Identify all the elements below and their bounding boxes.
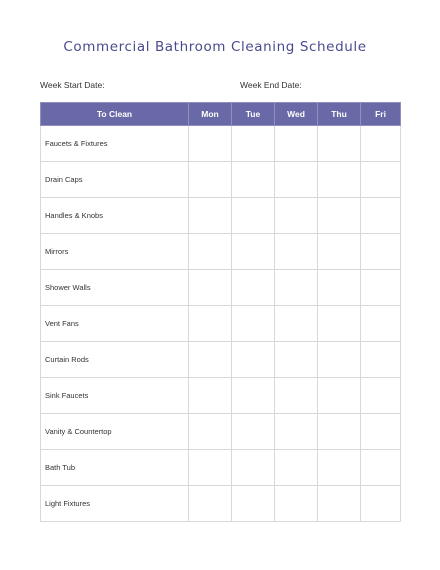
checkbox-cell-tue[interactable] [232, 234, 275, 270]
task-cell: Drain Caps [41, 162, 189, 198]
checkbox-cell-wed[interactable] [275, 378, 318, 414]
checkbox-cell-mon[interactable] [189, 270, 232, 306]
checkbox-cell-wed[interactable] [275, 450, 318, 486]
checkbox-cell-wed[interactable] [275, 162, 318, 198]
column-header-tue: Tue [232, 103, 275, 126]
checkbox-cell-mon[interactable] [189, 162, 232, 198]
table-row [41, 342, 401, 378]
checkbox-cell-wed[interactable] [275, 270, 318, 306]
checkbox-cell-thu[interactable] [318, 414, 361, 450]
task-cell: Faucets & Fixtures [41, 126, 189, 162]
checkbox-cell-wed[interactable] [275, 234, 318, 270]
checkbox-cell-thu[interactable] [318, 306, 361, 342]
table-row [41, 270, 401, 306]
checkbox-cell-thu[interactable] [318, 450, 361, 486]
table-row [41, 162, 401, 198]
checkbox-cell-fri[interactable] [361, 270, 401, 306]
checkbox-cell-mon[interactable] [189, 378, 232, 414]
task-cell: Mirrors [41, 234, 189, 270]
checkbox-cell-tue[interactable] [232, 414, 275, 450]
checkbox-cell-mon[interactable] [189, 198, 232, 234]
checkbox-cell-thu[interactable] [318, 162, 361, 198]
table-row [41, 234, 401, 270]
checkbox-cell-fri[interactable] [361, 342, 401, 378]
table-row [41, 306, 401, 342]
checkbox-cell-fri[interactable] [361, 234, 401, 270]
table-row [41, 378, 401, 414]
column-header-mon: Mon [189, 103, 232, 126]
checkbox-cell-tue[interactable] [232, 270, 275, 306]
checkbox-cell-fri[interactable] [361, 126, 401, 162]
checkbox-cell-fri[interactable] [361, 306, 401, 342]
checkbox-cell-fri[interactable] [361, 486, 401, 522]
checkbox-cell-mon[interactable] [189, 486, 232, 522]
task-cell: Handles & Knobs [41, 198, 189, 234]
checkbox-cell-mon[interactable] [189, 342, 232, 378]
checkbox-cell-thu[interactable] [318, 342, 361, 378]
task-cell: Bath Tub [41, 450, 189, 486]
checkbox-cell-thu[interactable] [318, 486, 361, 522]
checkbox-cell-thu[interactable] [318, 198, 361, 234]
table-row [41, 126, 401, 162]
table-header-row [41, 103, 401, 126]
checkbox-cell-tue[interactable] [232, 450, 275, 486]
checkbox-cell-tue[interactable] [232, 198, 275, 234]
checkbox-cell-tue[interactable] [232, 126, 275, 162]
checkbox-cell-wed[interactable] [275, 342, 318, 378]
checkbox-cell-tue[interactable] [232, 306, 275, 342]
checkbox-cell-thu[interactable] [318, 270, 361, 306]
checkbox-cell-mon[interactable] [189, 126, 232, 162]
checkbox-cell-wed[interactable] [275, 198, 318, 234]
checkbox-cell-thu[interactable] [318, 378, 361, 414]
checkbox-cell-thu[interactable] [318, 126, 361, 162]
checkbox-cell-fri[interactable] [361, 378, 401, 414]
checkbox-cell-wed[interactable] [275, 486, 318, 522]
task-cell: Vent Fans [41, 306, 189, 342]
table-row [41, 486, 401, 522]
task-cell: Light Fixtures [41, 486, 189, 522]
checkbox-cell-mon[interactable] [189, 450, 232, 486]
checkbox-cell-fri[interactable] [361, 414, 401, 450]
checkbox-cell-fri[interactable] [361, 450, 401, 486]
checkbox-cell-thu[interactable] [318, 234, 361, 270]
table-row [41, 198, 401, 234]
column-header-thu: Thu [318, 103, 361, 126]
column-header-to-clean: To Clean [41, 103, 189, 126]
checkbox-cell-wed[interactable] [275, 126, 318, 162]
checkbox-cell-tue[interactable] [232, 378, 275, 414]
checkbox-cell-mon[interactable] [189, 414, 232, 450]
page-title: Commercial Bathroom Cleaning Schedule [63, 39, 367, 55]
checkbox-cell-mon[interactable] [189, 306, 232, 342]
column-header-fri: Fri [361, 103, 401, 126]
week-start-date-label: Week Start Date: [40, 80, 105, 90]
checkbox-cell-fri[interactable] [361, 162, 401, 198]
cleaning-schedule-table [40, 102, 401, 522]
week-end-date-label: Week End Date: [240, 80, 302, 90]
table-row [41, 450, 401, 486]
checkbox-cell-tue[interactable] [232, 342, 275, 378]
task-cell: Sink Faucets [41, 378, 189, 414]
task-cell: Shower Walls [41, 270, 189, 306]
checkbox-cell-wed[interactable] [275, 414, 318, 450]
table-row [41, 414, 401, 450]
column-header-wed: Wed [275, 103, 318, 126]
task-cell: Curtain Rods [41, 342, 189, 378]
checkbox-cell-mon[interactable] [189, 234, 232, 270]
checkbox-cell-tue[interactable] [232, 162, 275, 198]
checkbox-cell-tue[interactable] [232, 486, 275, 522]
task-cell: Vanity & Countertop [41, 414, 189, 450]
checkbox-cell-wed[interactable] [275, 306, 318, 342]
checkbox-cell-fri[interactable] [361, 198, 401, 234]
